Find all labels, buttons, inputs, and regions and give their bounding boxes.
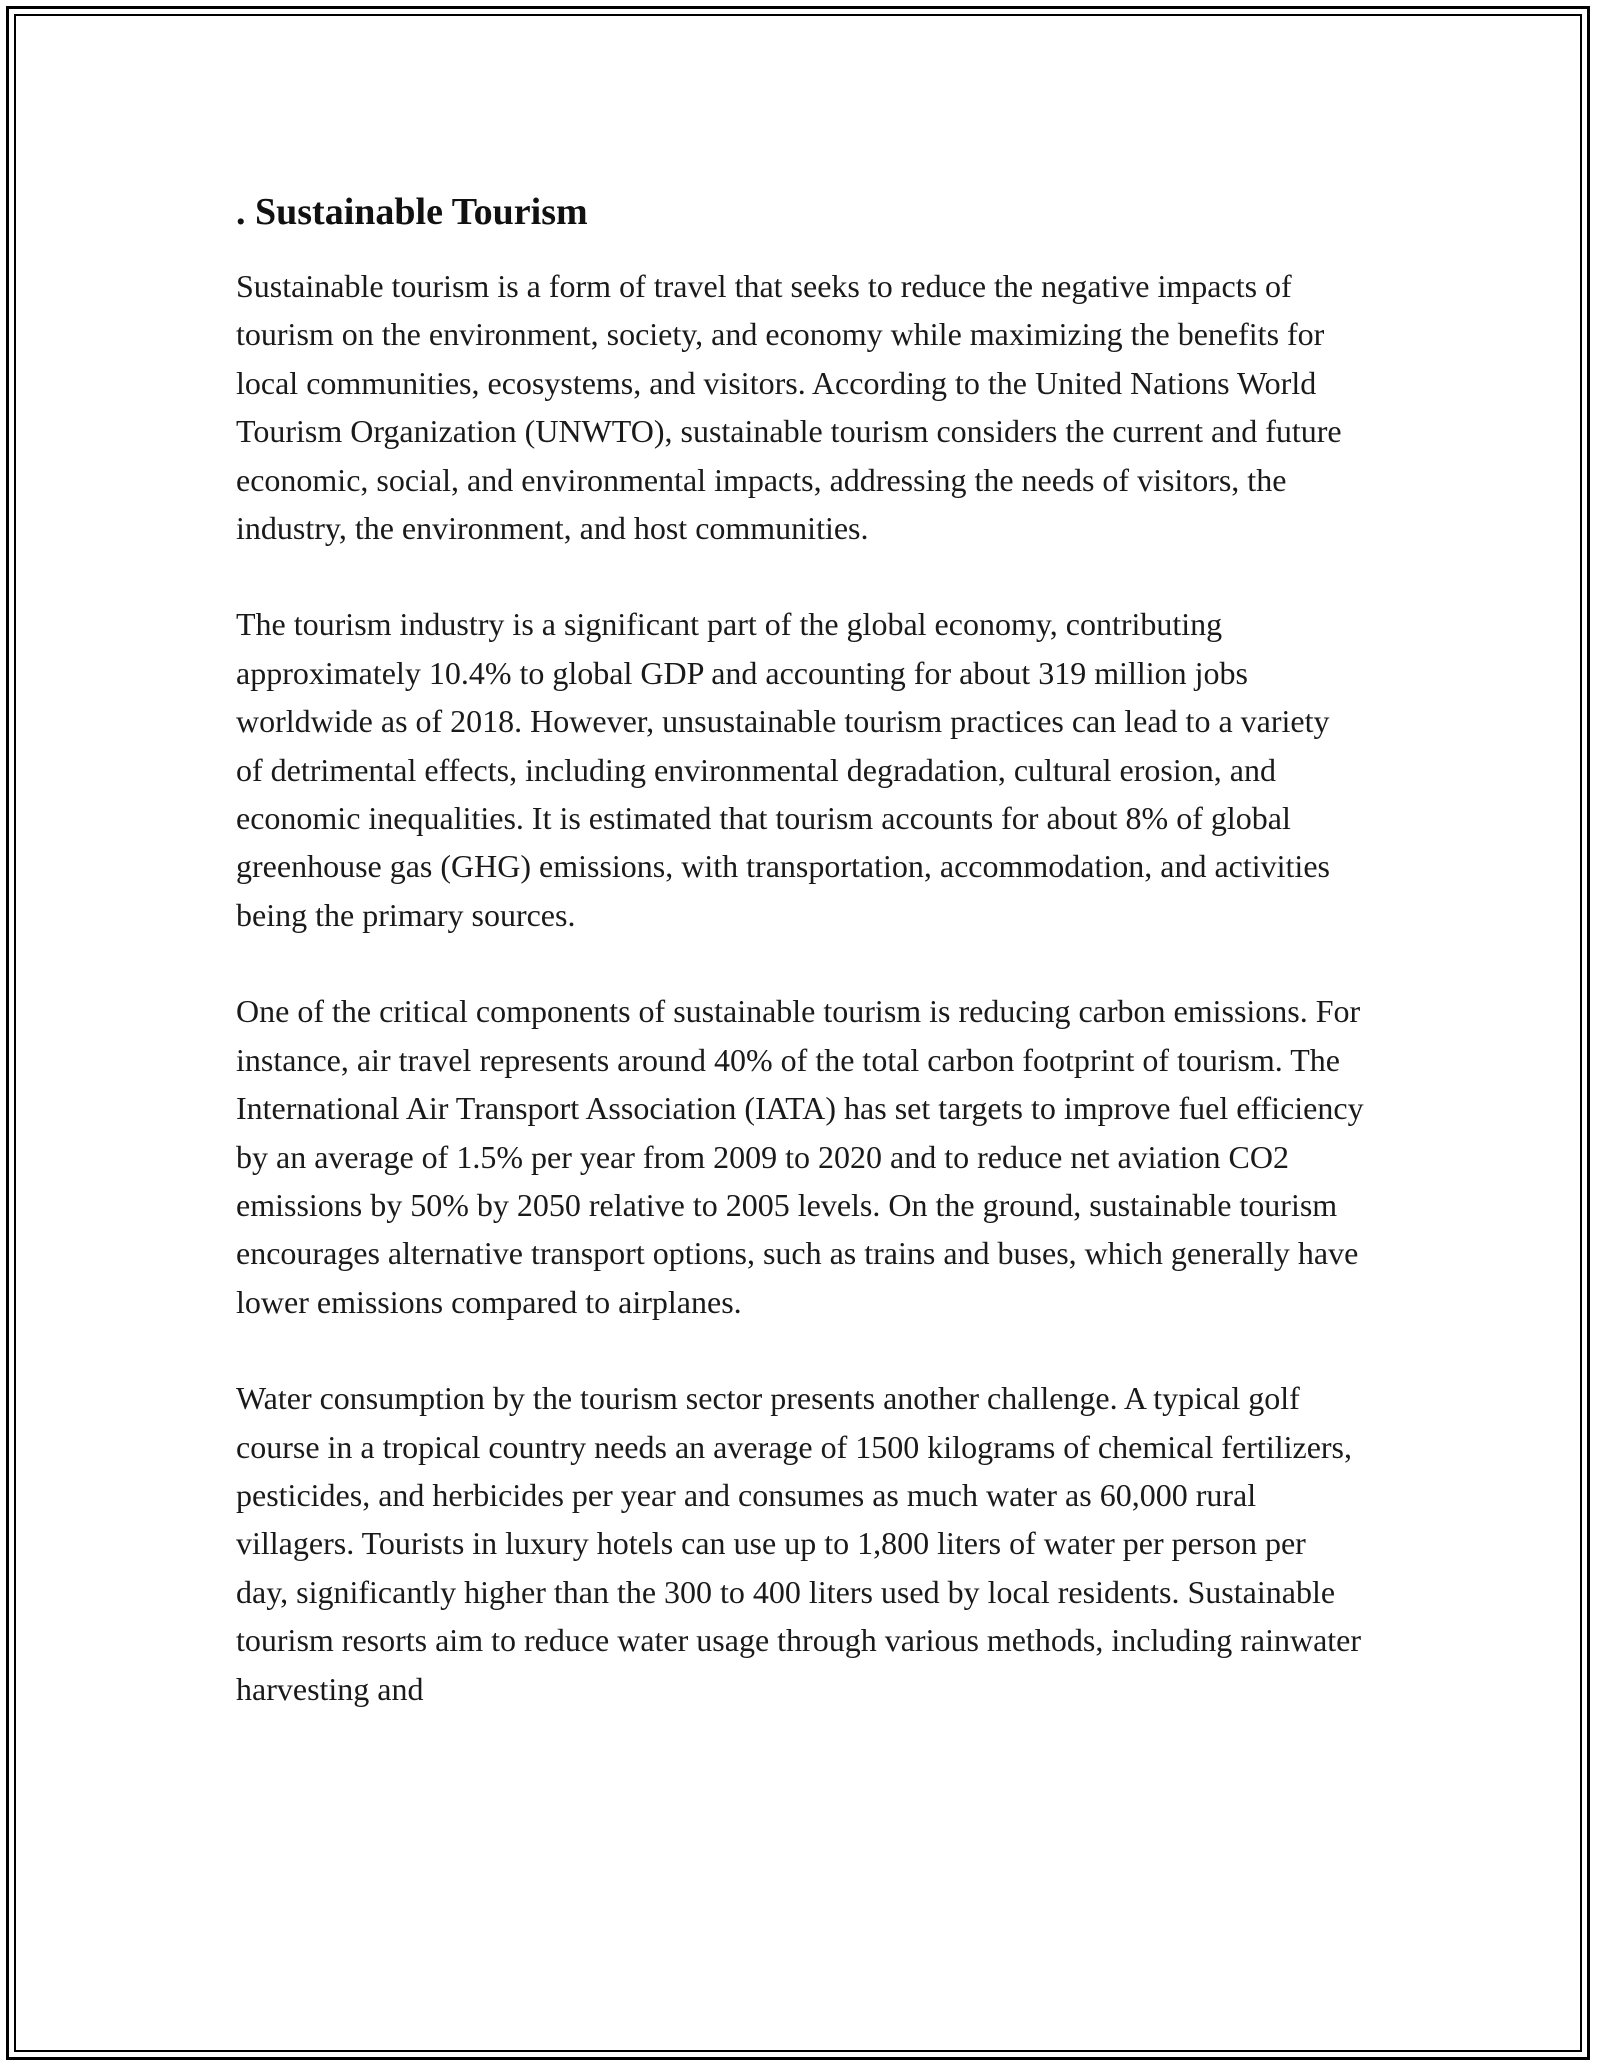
- paragraph-economy: The tourism industry is a significant part of the global economy, contributing approximately 10.4% to global GDP and accounting for about 319 million jobs worldwide as of 2018. However, unsustainable tourism practices can lead to a variety of detrimental effects, including environmental degradation, cultural erosion, and economic inequalities. It is estimated that tourism accounts for about 8% of global greenhouse gas (GHG) emissions, with transportation, accommodation, and activities being the primary sources.: [236, 606, 1330, 933]
- paragraph-intro: Sustainable tourism is a form of travel that seeks to reduce the negative impacts of tourism on the environment, society, and economy while maximizing the benefits for local communities, ecosystems, and visitors. According to the United Nations World Tourism Organization (UNWTO), sustainable tourism considers the current and future economic, social, and environmental impacts, addressing the needs of visitors, the industry, the environment, and host communities.: [236, 268, 1342, 547]
- paragraph-carbon-emissions: One of the critical components of sustainable tourism is reducing carbon emissions. For instance, air travel represents around 40% of the total carbon footprint of tourism. The International Air Transport Association (IATA) has set targets to improve fuel efficiency by an average of 1.5% per year from 2009 to 2020 and to reduce net aviation CO2 emissions by 50% by 2050 relative to 2005 levels. On the ground, sustainable tourism encourages alternative transport options, such as trains and buses, which generally have lower emissions compared to airplanes.: [236, 993, 1364, 1320]
- document-body: [236, 186, 1364, 1761]
- section-heading: . Sustainable Tourism: [236, 191, 588, 233]
- paragraph-water-consumption: Water consumption by the tourism sector presents another challenge. A typical golf course in a tropical country needs an average of 1500 kilograms of chemical fertilizers, pesticides, and herbicides per year and consumes as much water as 60,000 rural villagers. Tourists in luxury hotels can use up to 1,800 liters of water per person per day, significantly higher than the 300 to 400 liters used by local residents. Sustainable tourism resorts aim to reduce water usage through various methods, including rainwater harvesting and: [236, 1380, 1362, 1707]
